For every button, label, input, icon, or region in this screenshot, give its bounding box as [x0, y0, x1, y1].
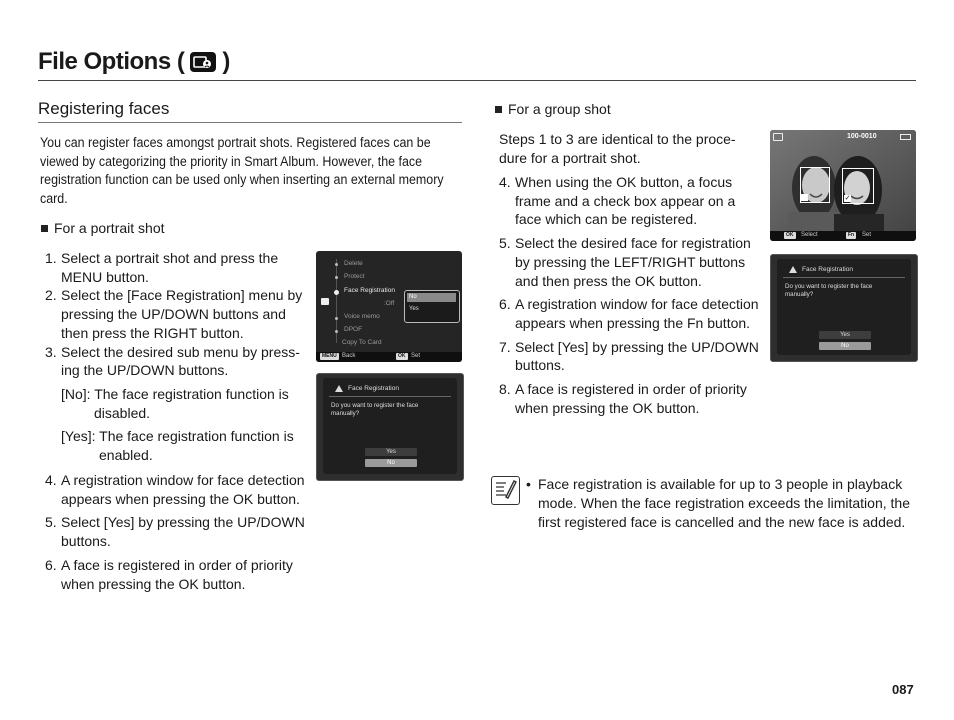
list-item	[45, 343, 307, 380]
square-bullet-icon	[495, 106, 502, 113]
step-text: Select the [Face Registration] menu by pressing the UP/DOWN buttons and then press the RIGHT button.	[61, 287, 303, 341]
note	[526, 475, 916, 531]
option-key: [Yes]:	[61, 428, 96, 445]
warning-icon	[335, 385, 343, 392]
menu-dot	[335, 317, 338, 320]
option-key: [No]:	[61, 386, 91, 402]
step-number: 4.	[45, 472, 57, 488]
portrait-heading-text: For a portrait shot	[54, 220, 165, 236]
step-text: When using the OK button, a focus frame and a check box appear on a face which can be registered.	[515, 174, 736, 228]
checkbox-icon	[801, 194, 808, 201]
dialog-yes-button[interactable]: Yes	[365, 448, 417, 456]
step-text: A registration window for face detection appears when pressing the Fn button.	[515, 296, 759, 331]
step-number: 8.	[499, 381, 511, 398]
list-item	[45, 249, 307, 286]
playback-icon	[773, 133, 783, 141]
page-title-close: )	[222, 48, 230, 75]
section-title: Registering faces	[38, 99, 170, 118]
portrait-options	[61, 385, 301, 465]
menu-dot	[335, 263, 338, 266]
menu-item-delete: Delete	[344, 260, 363, 267]
dialog-panel	[323, 378, 457, 474]
menu-screen	[316, 251, 462, 362]
step-number: 7.	[499, 338, 511, 355]
menu-item-dpof: DPOF	[344, 326, 363, 333]
step-number: 6.	[45, 556, 57, 573]
step-text: Select the desired sub menu by press- ing the UP/DOWN buttons.	[61, 343, 300, 379]
bullet-icon: •	[526, 476, 531, 492]
page-title-text: File Options (	[38, 48, 185, 75]
file-number: 100-0010	[847, 133, 877, 140]
warning-icon	[789, 266, 797, 273]
menu-key-icon: MENU	[322, 353, 337, 359]
option-text: The face registration function is enabled.	[99, 428, 294, 464]
option-text: The face registration function is disabled.	[94, 386, 289, 421]
dialog-divider	[329, 396, 451, 397]
menu-dot-active	[334, 290, 339, 295]
portrait-steps-4-6	[45, 471, 307, 593]
dialog-panel	[777, 259, 911, 355]
step-text: Select a portrait shot and press the MENU button.	[61, 250, 279, 285]
menu-dot	[335, 330, 338, 333]
dialog-screen-portrait	[316, 373, 464, 481]
dialog-question: Do you want to register the face manually?	[331, 402, 419, 417]
step-text: Select [Yes] by pressing the UP/DOWN buttons.	[61, 514, 305, 550]
back-label: Back	[342, 353, 356, 359]
step-number: 3.	[45, 343, 57, 360]
fn-key-icon: Fn	[848, 232, 855, 238]
dialog-yes-button[interactable]: Yes	[819, 331, 871, 339]
intro-paragraph	[40, 134, 444, 208]
set-label: Set	[411, 353, 421, 359]
list-item	[45, 513, 307, 550]
dialog-title: Face Registration	[802, 266, 853, 273]
square-bullet-icon	[41, 225, 48, 232]
step-number: 5.	[45, 514, 57, 531]
list-item	[499, 380, 761, 417]
portrait-steps-1-3	[45, 249, 307, 380]
select-label: Select	[801, 232, 818, 238]
step-number: 5.	[499, 235, 511, 252]
list-item	[45, 286, 307, 342]
submenu-no: No	[407, 293, 456, 302]
note-icon	[491, 476, 520, 505]
menu-dot	[335, 276, 338, 279]
menu-item-protect: Protect	[344, 273, 365, 280]
submenu-yes: Yes	[409, 306, 419, 312]
playback-tab-icon	[321, 298, 329, 305]
dialog-no-button[interactable]: No	[365, 459, 417, 467]
step-text: A face is registered in order of priority when pressing the OK button.	[515, 381, 747, 416]
option-yes	[61, 427, 301, 464]
step-text: A registration window for face detection appears when pressing the OK button.	[61, 472, 305, 507]
checked-checkbox-icon: ✓	[844, 195, 851, 202]
dialog-question: Do you want to register the face manually?	[785, 283, 873, 298]
menu-item-face-registration: Face Registration	[344, 287, 395, 294]
group-steps	[499, 173, 761, 417]
submenu-popup	[404, 290, 460, 323]
menu-item-voice-memo: Voice memo	[344, 313, 380, 320]
playback-face-icon	[190, 52, 216, 72]
title-divider	[38, 80, 916, 81]
section-divider	[38, 122, 462, 123]
dialog-no-button[interactable]: No	[819, 342, 871, 350]
menu-item-copy-to-card: Copy To Card	[342, 339, 382, 346]
step-number: 1.	[45, 250, 57, 266]
page-title	[38, 48, 230, 76]
ok-key-icon: OK	[786, 232, 794, 238]
screen-bottom-bar	[770, 231, 916, 241]
dialog-title: Face Registration	[348, 385, 399, 392]
list-item	[499, 173, 761, 229]
step-number: 6.	[499, 296, 511, 313]
screen-bottom-bar	[316, 352, 462, 362]
set-label: Set	[862, 232, 872, 238]
intro-text: You can register faces amongst portrait shots. Registered faces can be viewed by categorizing the priority in Smart Album. However, the face registration function can be used only when inserting an external memory card.	[40, 135, 444, 206]
portrait-heading	[41, 220, 165, 236]
battery-icon	[900, 134, 911, 140]
option-no	[61, 385, 301, 422]
group-intro: Steps 1 to 3 are identical to the proce- dure for a portrait shot.	[499, 131, 736, 166]
list-item	[45, 471, 307, 508]
list-item	[499, 234, 761, 290]
step-number: 4.	[499, 174, 511, 190]
dialog-screen-group	[770, 254, 918, 362]
step-text: Select [Yes] by pressing the UP/DOWN buttons.	[515, 338, 759, 374]
list-item	[499, 295, 761, 332]
list-item	[499, 338, 761, 375]
dialog-divider	[783, 277, 905, 278]
group-heading-text: For a group shot	[508, 101, 611, 117]
step-text: Select the desired face for registration by pressing the LEFT/RIGHT buttons and then press the OK button.	[515, 235, 751, 289]
step-number: 2.	[45, 287, 57, 304]
list-item	[45, 556, 307, 593]
step-text: A face is registered in order of priority when pressing the OK button.	[61, 556, 293, 592]
note-text: Face registration is available for up to 3 people in playback mode. When the face registration exceeds the limitation, the first registered face is cancelled and the new face is added.	[538, 476, 910, 530]
menu-item-value: :Off	[384, 300, 395, 307]
group-heading	[495, 101, 611, 117]
ok-key-icon: OK	[398, 353, 406, 359]
group-photo-screen	[770, 130, 916, 241]
page-number: 087	[892, 682, 914, 697]
